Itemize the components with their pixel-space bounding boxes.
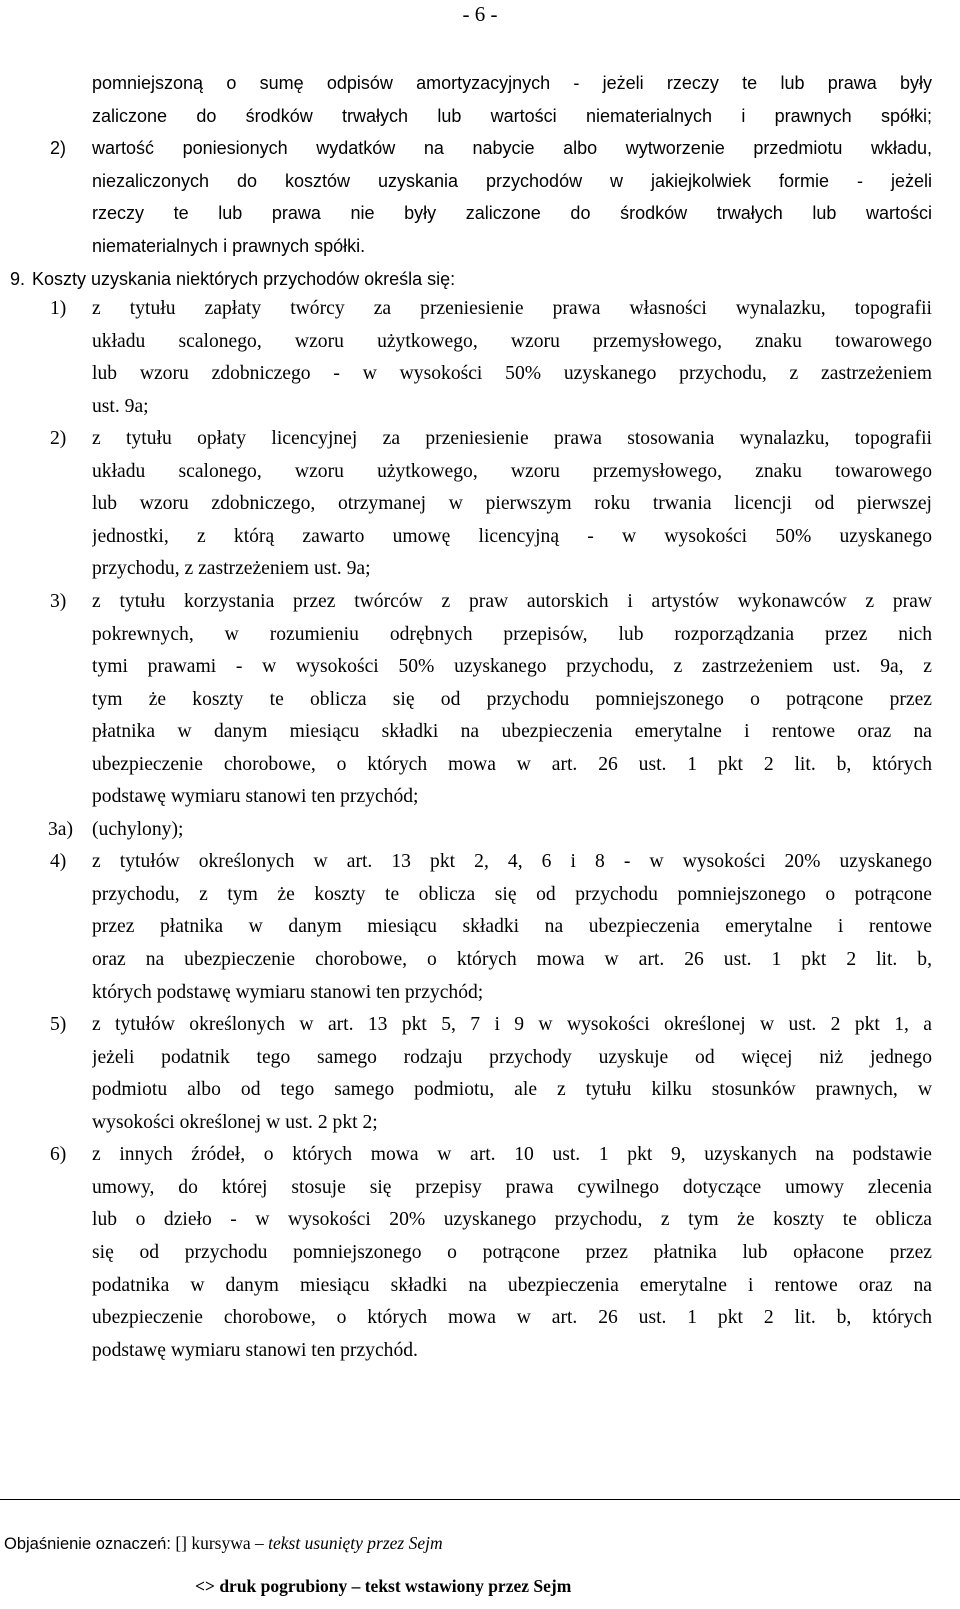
list-item-line: tymi prawami - w wysokości 50% uzyskanego przychodu, z zastrzeżeniem ust. 9a, z <box>92 656 932 678</box>
list-number: 6) <box>50 1144 67 1166</box>
list-number: 3) <box>50 590 67 612</box>
list-item-line: ubezpieczenie chorobowe, o których mowa w art. 26 ust. 1 pkt 2 lit. b, których <box>92 753 932 775</box>
list-number: 4) <box>50 851 67 873</box>
list-item-line: układu scalonego, wzoru użytkowego, wzoru przemysłowego, znaku towarowego <box>92 330 932 352</box>
list-item-line: przez płatnika w danym miesiącu składki na ubezpieczenia emerytalne i rentowe <box>92 916 932 938</box>
list-item-line: lub wzoru zdobniczego, otrzymanej w pierwszym roku trwania licencji od pierwszej <box>92 493 932 515</box>
list-item-line: (uchylony); <box>92 818 184 840</box>
list-item-line: z innych źródeł, o których mowa w art. 10 ust. 1 pkt 9, uzyskanych na podstawie <box>92 1144 932 1166</box>
list-item-line: umowy, do której stosuje się przepisy prawa cywilnego dotyczące umowy zlecenia <box>92 1176 932 1198</box>
list-item-line: układu scalonego, wzoru użytkowego, wzoru przemysłowego, znaku towarowego <box>92 460 932 482</box>
list-item-line: ust. 9a; <box>92 395 149 417</box>
list-number: 3a) <box>48 818 74 840</box>
continuation-line: pomniejszoną o sumę odpisów amortyzacyjnych - jeżeli rzeczy te lub prawa były <box>92 73 932 93</box>
list-item-line: przychodu, z zastrzeżeniem ust. 9a; <box>92 558 371 580</box>
list-item-line: płatnika w danym miesiącu składki na ubezpieczenia emerytalne i rentowe oraz na <box>92 721 932 743</box>
list-item-line: się od przychodu pomniejszonego o potrącone przez płatnika lub opłacone przez <box>92 1241 932 1263</box>
legend-label: Objaśnienie oznaczeń: <box>4 1535 171 1553</box>
legend-line-bold: <> druk pogrubiony – tekst wstawiony przez Sejm <box>195 1576 572 1596</box>
list-item-line: z tytułów określonych w art. 13 pkt 2, 4, 6 i 8 - w wysokości 20% uzyskanego <box>92 851 932 873</box>
legend-italic-desc: tekst usunięty przez Sejm <box>268 1533 443 1553</box>
list-number: 2) <box>50 138 67 159</box>
list-item-line: z tytułu zapłaty twórcy za przeniesienie prawa własności wynalazku, topografii <box>92 298 932 319</box>
list-item-line: podstawę wymiaru stanowi ten przychód; <box>92 786 419 808</box>
paragraph-line: rzeczy te lub prawa nie były zaliczone do środków trwałych lub wartości <box>92 203 932 224</box>
list-item-line: podmiotu albo od tego samego podmiotu, ale z tytułu kilku stosunków prawnych, w <box>92 1079 932 1101</box>
list-item-line: jednostki, z którą zawarto umowę licencyjną - w wysokości 50% uzyskanego <box>92 525 932 547</box>
list-item-line: jeżeli podatnik tego samego rodzaju przychody uzyskuje od więcej niż jednego <box>92 1046 932 1068</box>
list-item-line: z tytułów określonych w art. 13 pkt 5, 7 i 9 w wysokości określonej w ust. 2 pkt 1, a <box>92 1014 932 1036</box>
paragraph-line: niematerialnych i prawnych spółki. <box>92 236 366 256</box>
list-item-line: z tytułu korzystania przez twórców z praw autorskich i artystów wykonawców z praw <box>92 590 932 612</box>
list-number: 1) <box>50 298 67 319</box>
footer-divider <box>0 1499 960 1500</box>
list-item-line: tym że koszty te oblicza się od przychodu pomniejszonego o potrącone przez <box>92 688 932 710</box>
list-item-line: oraz na ubezpieczenie chorobowe, o których mowa w art. 26 ust. 1 pkt 2 lit. b, <box>92 949 932 970</box>
section-number: 9. <box>10 268 26 289</box>
list-item-line: podatnika w danym miesiącu składki na ubezpieczenia emerytalne i rentowe oraz na <box>92 1274 932 1296</box>
list-item-line: wysokości określonej w ust. 2 pkt 2; <box>92 1111 378 1133</box>
list-item-line: podstawę wymiaru stanowi ten przychód. <box>92 1339 418 1361</box>
paragraph-line: niezaliczonych do kosztów uzyskania przychodów w jakiejkolwiek formie - jeżeli <box>92 170 932 191</box>
list-number: 2) <box>50 428 67 450</box>
list-item-line: ubezpieczenie chorobowe, o których mowa w art. 26 ust. 1 pkt 2 lit. b, których <box>92 1307 932 1329</box>
list-item-line: przychodu, z tym że koszty te oblicza się od przychodu pomniejszonego o potrącone <box>92 883 932 905</box>
legend-line-italic <box>4 1533 443 1554</box>
list-item-line: lub o dzieło - w wysokości 20% uzyskanego przychodu, z tym że koszty te oblicza <box>92 1209 932 1231</box>
legend-italic-marker: [] kursywa <box>175 1533 251 1553</box>
list-number: 5) <box>50 1014 67 1036</box>
list-item-line: których podstawę wymiaru stanowi ten przychód; <box>92 981 484 1003</box>
section-heading: Koszty uzyskania niektórych przychodów określa się: <box>32 268 456 289</box>
list-item-line: z tytułu opłaty licencyjnej za przeniesienie prawa stosowania wynalazku, topografii <box>92 428 932 450</box>
page-number: - 6 - <box>462 2 498 26</box>
list-item-line: lub wzoru zdobniczego - w wysokości 50% uzyskanego przychodu, z zastrzeżeniem <box>92 363 932 385</box>
list-item-line: pokrewnych, w rozumieniu odrębnych przepisów, lub rozporządzania przez nich <box>92 623 932 645</box>
continuation-line: zaliczone do środków trwałych lub wartości niematerialnych i prawnych spółki; <box>92 105 932 126</box>
legend-dash: – <box>255 1533 264 1553</box>
paragraph-line: wartość poniesionych wydatków na nabycie albo wytworzenie przedmiotu wkładu, <box>92 138 932 159</box>
